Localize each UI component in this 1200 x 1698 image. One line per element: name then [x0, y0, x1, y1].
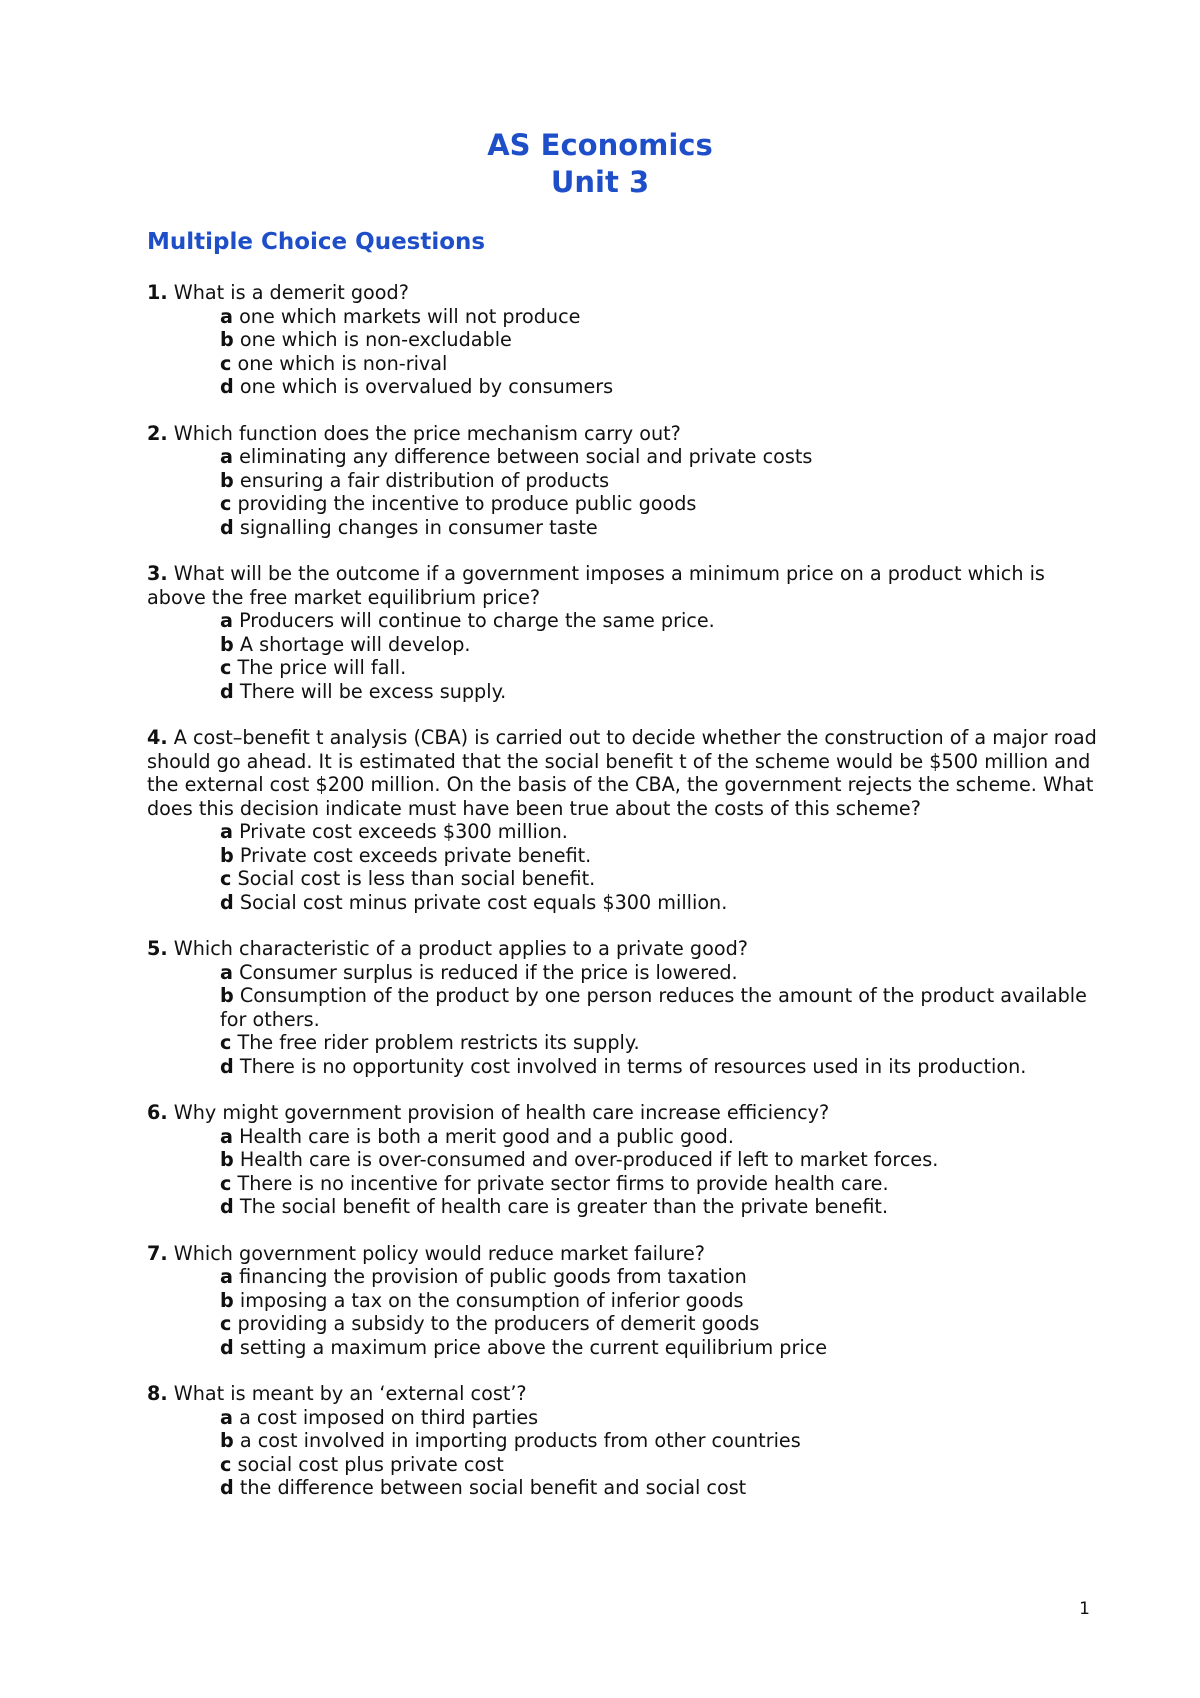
- answer-option-b: [147, 1148, 1097, 1172]
- answer-option-d: [147, 891, 1097, 915]
- option-text: one which is overvalued by consumers: [239, 375, 614, 398]
- option-letter: d: [220, 679, 234, 703]
- option-letter: b: [220, 328, 234, 351]
- question-5: [147, 937, 1097, 1078]
- option-text: signalling changes in consumer taste: [239, 515, 598, 539]
- option-letter: a: [220, 304, 233, 328]
- answer-option-d: [147, 516, 1097, 540]
- question-stem: [147, 1382, 1097, 1406]
- question-1: [147, 281, 1097, 399]
- answer-option-b: [147, 469, 1097, 493]
- option-letter: b: [220, 468, 234, 492]
- option-text: one which is non-rival: [237, 351, 448, 375]
- option-letter: a: [220, 445, 233, 468]
- section-title: Multiple Choice Questions: [147, 229, 486, 255]
- option-text: There is no incentive for private sector firms to provide health care.: [237, 1171, 889, 1195]
- question-number: 7.: [147, 1241, 168, 1265]
- page-number: 1: [1079, 1599, 1090, 1619]
- answer-option-a: [147, 1125, 1097, 1149]
- question-4: [147, 726, 1097, 914]
- answer-option-a: [147, 961, 1097, 985]
- option-text: setting a maximum price above the current equilibrium price: [239, 1335, 828, 1359]
- option-text: one which is non-excludable: [239, 328, 512, 351]
- option-letter: d: [220, 1476, 234, 1499]
- option-text: Social cost is less than social benefit.: [237, 867, 596, 890]
- option-letter: a: [220, 1265, 233, 1288]
- option-letter: c: [220, 351, 232, 375]
- option-letter: b: [220, 1429, 234, 1452]
- document-subtitle: Unit 3: [550, 165, 650, 199]
- question-number: 3.: [147, 562, 168, 585]
- answer-option-c: [147, 656, 1097, 680]
- question-number: 4.: [147, 726, 168, 749]
- answer-option-d: [147, 1195, 1097, 1219]
- option-text: the difference between social benefit and social cost: [239, 1476, 747, 1499]
- option-text: one which markets will not produce: [239, 304, 581, 328]
- answer-option-c: [147, 1031, 1097, 1055]
- question-3: [147, 562, 1097, 703]
- option-letter: a: [220, 1124, 233, 1148]
- question-number: 2.: [147, 421, 168, 445]
- option-text: a cost involved in importing products from other countries: [239, 1429, 801, 1452]
- question-number: 1.: [147, 281, 168, 304]
- question-text: Which function does the price mechanism carry out?: [173, 421, 681, 445]
- question-stem: [147, 422, 1097, 446]
- option-text: Private cost exceeds $300 million.: [239, 820, 568, 843]
- question-stem: [147, 281, 1097, 305]
- answer-option-a: [147, 1265, 1097, 1289]
- option-text: Consumption of the product by one person reduces the amount of the product available for others.: [220, 984, 1087, 1031]
- option-text: providing the incentive to produce public goods: [237, 492, 697, 515]
- answer-option-d: [147, 680, 1097, 704]
- answer-option-d: [147, 1336, 1097, 1360]
- option-text: The free rider problem restricts its supply.: [237, 1031, 640, 1054]
- answer-option-d: [147, 1055, 1097, 1079]
- question-text: What will be the outcome if a government imposes a minimum price on a product which is above the free market equilibrium price?: [147, 562, 1045, 609]
- option-letter: b: [220, 1288, 234, 1312]
- option-text: Health care is both a merit good and a public good.: [239, 1124, 734, 1148]
- option-text: financing the provision of public goods from taxation: [239, 1265, 747, 1288]
- option-letter: d: [220, 890, 234, 914]
- question-stem: [147, 562, 1097, 609]
- question-text: Which characteristic of a product applies to a private good?: [173, 937, 748, 960]
- question-stem: [147, 937, 1097, 961]
- option-letter: d: [220, 1195, 234, 1218]
- answer-option-c: [147, 867, 1097, 891]
- answer-option-c: [147, 492, 1097, 516]
- question-number: 5.: [147, 937, 168, 960]
- option-text: a cost imposed on third parties: [239, 1405, 539, 1429]
- answer-option-a: [147, 305, 1097, 329]
- option-text: The price will fall.: [237, 656, 407, 679]
- answer-option-d: [147, 1476, 1097, 1500]
- option-text: The social benefit of health care is greater than the private benefit.: [239, 1195, 889, 1218]
- answer-option-b: [147, 633, 1097, 657]
- option-text: A shortage will develop.: [239, 632, 471, 656]
- answer-option-a: [147, 445, 1097, 469]
- option-text: Health care is over-consumed and over-produced if left to market forces.: [239, 1148, 939, 1171]
- question-text: Which government policy would reduce market failure?: [173, 1241, 705, 1265]
- option-text: Private cost exceeds private benefit.: [239, 843, 592, 867]
- option-letter: c: [220, 1452, 232, 1476]
- answer-option-b: [147, 1289, 1097, 1313]
- answer-option-a: [147, 820, 1097, 844]
- answer-option-a: [147, 1406, 1097, 1430]
- document-title: AS Economics: [487, 128, 713, 162]
- option-text: eliminating any difference between social and private costs: [239, 445, 813, 468]
- option-text: imposing a tax on the consumption of inferior goods: [239, 1288, 744, 1312]
- option-letter: b: [220, 632, 234, 656]
- option-text: There is no opportunity cost involved in terms of resources used in its production.: [239, 1054, 1027, 1078]
- question-text: What is a demerit good?: [173, 281, 409, 304]
- question-text: Why might government provision of health care increase efficiency?: [173, 1101, 830, 1124]
- option-letter: c: [220, 656, 232, 679]
- answer-option-c: [147, 352, 1097, 376]
- option-letter: d: [220, 375, 234, 398]
- option-text: social cost plus private cost: [237, 1452, 504, 1476]
- option-letter: c: [220, 1171, 232, 1195]
- answer-option-c: [147, 1172, 1097, 1196]
- question-text: What is meant by an ‘external cost’?: [173, 1382, 527, 1405]
- question-number: 8.: [147, 1382, 168, 1405]
- answer-option-a: [147, 609, 1097, 633]
- answer-option-d: [147, 375, 1097, 399]
- option-letter: b: [220, 843, 234, 867]
- option-text: Consumer surplus is reduced if the price is lowered.: [239, 960, 738, 984]
- option-letter: a: [220, 960, 233, 984]
- option-letter: c: [220, 867, 232, 890]
- question-2: [147, 422, 1097, 540]
- answer-option-b: [147, 328, 1097, 352]
- option-text: ensuring a fair distribution of products: [239, 468, 610, 492]
- question-list: [147, 281, 1097, 1523]
- option-text: Producers will continue to charge the same price.: [239, 609, 715, 632]
- option-text: Social cost minus private cost equals $300 million.: [239, 890, 728, 914]
- question-7: [147, 1242, 1097, 1360]
- question-number: 6.: [147, 1101, 168, 1124]
- option-letter: d: [220, 1054, 234, 1078]
- option-text: There will be excess supply.: [239, 679, 507, 703]
- answer-option-b: [147, 984, 1097, 1031]
- option-letter: c: [220, 1031, 232, 1054]
- option-letter: c: [220, 492, 232, 515]
- question-stem: [147, 726, 1097, 820]
- question-6: [147, 1101, 1097, 1219]
- option-letter: a: [220, 820, 233, 843]
- option-letter: b: [220, 1148, 234, 1171]
- answer-option-c: [147, 1312, 1097, 1336]
- option-letter: d: [220, 1335, 234, 1359]
- question-stem: [147, 1101, 1097, 1125]
- option-letter: a: [220, 609, 233, 632]
- question-stem: [147, 1242, 1097, 1266]
- question-8: [147, 1382, 1097, 1500]
- question-text: A cost–benefit t analysis (CBA) is carried out to decide whether the construction of a major road should go ahead. It is estimated that the social benefit t of the scheme would be $500 million and the external cost $200 million. On the basis of the CBA, the government rejects the scheme. What does this decision indicate must have been true about the costs of this scheme?: [147, 726, 1097, 820]
- option-text: providing a subsidy to the producers of demerit goods: [237, 1312, 760, 1335]
- option-letter: c: [220, 1312, 232, 1335]
- answer-option-c: [147, 1453, 1097, 1477]
- option-letter: b: [220, 984, 234, 1007]
- option-letter: d: [220, 515, 234, 539]
- option-letter: a: [220, 1405, 233, 1429]
- answer-option-b: [147, 1429, 1097, 1453]
- answer-option-b: [147, 844, 1097, 868]
